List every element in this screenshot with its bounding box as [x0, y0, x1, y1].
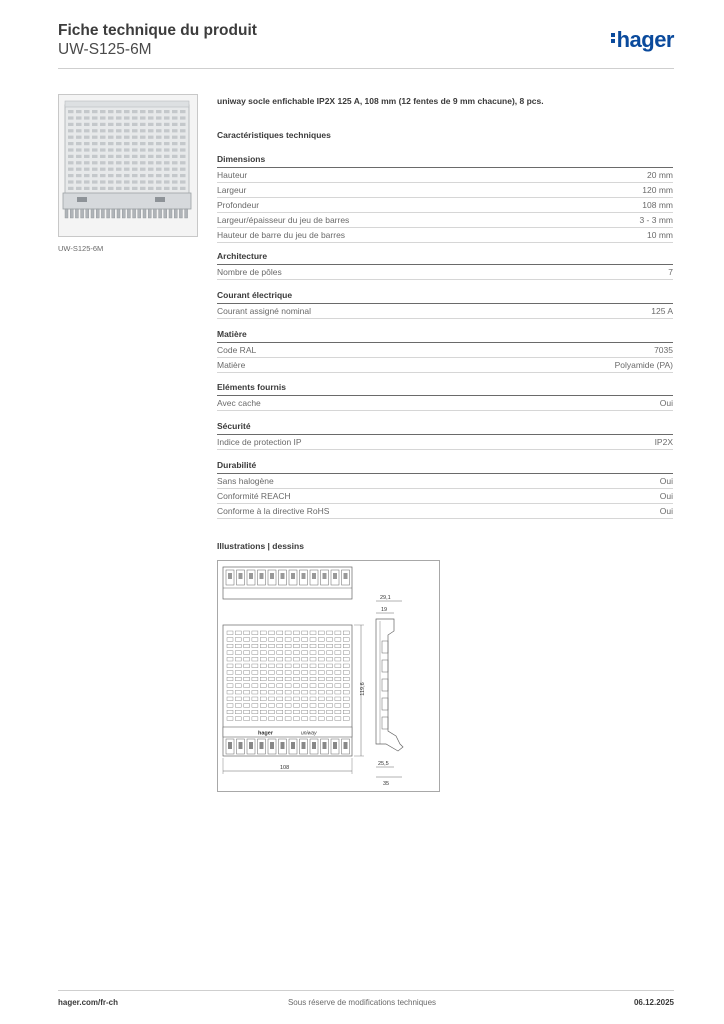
spec-value: Oui [659, 398, 673, 408]
spec-row [217, 396, 673, 411]
group-title: Architecture [217, 251, 673, 265]
dimension-depth-bottom: 35 [383, 781, 390, 787]
group-current [217, 290, 673, 319]
spec-label: Conformité REACH [217, 491, 291, 501]
spec-label: Nombre de pôles [217, 267, 282, 277]
technical-drawing-svg [218, 561, 439, 791]
spec-value: 125 A [651, 306, 673, 316]
spec-row [217, 358, 673, 373]
spec-row [217, 343, 673, 358]
spec-value: Oui [659, 506, 673, 516]
product-photo [58, 94, 198, 237]
footer-disclaimer: Sous réserve de modifications techniques [287, 998, 437, 1007]
spec-value: 20 mm [647, 170, 673, 180]
spec-value: 7 [668, 267, 673, 277]
group-supplied [217, 382, 673, 411]
page-header [58, 20, 674, 70]
spec-label: Largeur/épaisseur du jeu de barres [217, 215, 350, 225]
illustrations-heading: Illustrations | dessins [217, 541, 304, 551]
group-title: Sécurité [217, 421, 673, 435]
group-material [217, 329, 673, 373]
spec-value: IP2X [654, 437, 673, 447]
technical-drawing [217, 560, 440, 792]
spec-label: Indice de protection IP [217, 437, 302, 447]
footer-date: 06.12.2025 [633, 998, 674, 1007]
spec-value: 120 mm [642, 185, 673, 195]
spec-row [217, 504, 673, 519]
spec-row [217, 168, 673, 183]
spec-value: 10 mm [647, 230, 673, 240]
dimension-width: 108 [280, 765, 290, 771]
document-title: Fiche technique du produit [58, 22, 257, 39]
dimension-depth-inner: 19 [381, 607, 388, 613]
spec-row [217, 474, 673, 489]
spec-label: Profondeur [217, 200, 260, 210]
dimension-height: 119,6 [360, 682, 366, 696]
footer-divider [58, 990, 674, 991]
group-title: Courant électrique [217, 290, 673, 304]
photo-caption: UW-S125-6M [58, 244, 104, 253]
spec-row [217, 228, 673, 243]
product-reference: UW-S125-6M [58, 41, 152, 58]
spec-label: Sans halogène [217, 476, 274, 486]
spec-row [217, 213, 673, 228]
group-title: Eléments fournis [217, 382, 673, 396]
logo-text: hager [616, 27, 674, 52]
spec-value: 3 - 3 mm [639, 215, 673, 225]
spec-label: Avec cache [217, 398, 261, 408]
header-divider [58, 68, 674, 69]
spec-label: Largeur [217, 185, 247, 195]
group-safety [217, 421, 673, 450]
footer-website-link[interactable]: hager.com/fr-ch [58, 998, 119, 1007]
spec-value: 7035 [654, 345, 673, 355]
spec-value: 108 mm [642, 200, 673, 210]
spec-row [217, 435, 673, 450]
spec-row [217, 198, 673, 213]
product-photo-icon [59, 95, 197, 236]
group-title: Matière [217, 329, 673, 343]
drawing-brand-label: hager [258, 730, 273, 737]
drawing-series-label: uniway [301, 730, 317, 737]
group-title: Durabilité [217, 460, 673, 474]
spec-label: Hauteur de barre du jeu de barres [217, 230, 346, 240]
spec-label: Courant assigné nominal [217, 306, 312, 316]
group-durability [217, 460, 673, 519]
dimension-depth-top: 29,1 [380, 595, 391, 601]
spec-label: Matière [217, 360, 246, 370]
spec-row [217, 265, 673, 280]
hager-logo[interactable] [611, 27, 674, 53]
spec-row [217, 183, 673, 198]
group-title: Dimensions [217, 154, 673, 168]
spec-value: Polyamide (PA) [614, 360, 673, 370]
spec-row [217, 489, 673, 504]
dimension-depth-bottom-inner: 25,5 [378, 761, 389, 767]
specs-heading: Caractéristiques techniques [217, 130, 331, 140]
product-description: uniway socle enfichable IP2X 125 A, 108 mm (12 fentes de 9 mm chacune), 8 pcs. [217, 96, 544, 106]
spec-label: Code RAL [217, 345, 257, 355]
group-dimensions [217, 154, 673, 243]
spec-value: Oui [659, 476, 673, 486]
spec-row [217, 304, 673, 319]
group-architecture [217, 251, 673, 280]
spec-label: Hauteur [217, 170, 248, 180]
spec-value: Oui [659, 491, 673, 501]
logo-dots-icon [611, 31, 615, 45]
spec-label: Conforme à la directive RoHS [217, 506, 330, 516]
